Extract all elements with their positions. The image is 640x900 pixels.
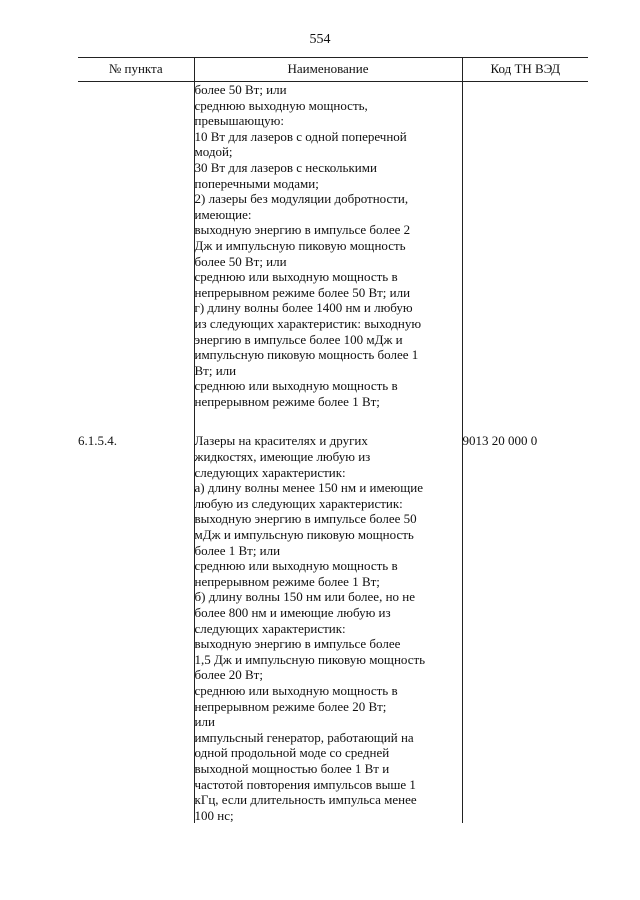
row-description [194, 433, 462, 823]
page-number: 554 [309, 32, 331, 47]
description-line: 1,5 Дж и импульсную пиковую мощность [194, 651, 426, 667]
description-line: Лазеры на красителях и других [194, 433, 368, 449]
description-line: выходную энергию в импульсе более [194, 636, 401, 652]
header-code: Код ТН ВЭД [462, 58, 588, 82]
description-line: непрерывном режиме более 1 Вт; [194, 393, 380, 409]
table-header-row [78, 58, 588, 82]
description-line: модой; [194, 144, 233, 160]
description-line: более 800 нм и имеющие любую из [194, 605, 391, 620]
row-item-number: 6.1.5.4. [78, 433, 117, 449]
description-line: из следующих характеристик: выходную [194, 315, 422, 331]
description-line: непрерывном режиме более 1 Вт; [194, 573, 380, 589]
description-line: или [194, 714, 215, 730]
description-line: энергию в импульсе более 100 мДж и [194, 331, 403, 347]
description-line: выходную энергию в импульсе более 50 [194, 511, 417, 527]
description-line: среднюю выходную мощность, [194, 97, 368, 113]
description-line: любую из следующих характеристик: [194, 495, 403, 511]
header-item-number: № пункта [78, 58, 194, 82]
description-line: более 1 Вт; или [194, 542, 281, 558]
description-line: 2) лазеры без модуляции добротности, [194, 191, 409, 207]
description-line: выходной мощностью более 1 Вт и [194, 760, 390, 776]
row-item-number [78, 82, 194, 410]
row-code: 9013 20 000 0 [462, 433, 538, 449]
description-line: а) длину волны менее 150 нм и имеющие [194, 480, 423, 496]
description-line: мДж и импульсную пиковую мощность [194, 527, 414, 543]
description-line: Вт; или [194, 362, 237, 378]
description-line: среднюю или выходную мощность в [194, 269, 398, 285]
description-line: г) длину волны более 1400 нм и любую [194, 300, 413, 316]
description-line: среднюю или выходную мощность в [194, 682, 398, 698]
description-line: 30 Вт для лазеров с несколькими [194, 159, 377, 175]
header-name: Наименование [194, 58, 462, 82]
description-line: выходную энергию в импульсе более 2 [194, 222, 411, 238]
description-line: импульсный генератор, работающий на [194, 729, 414, 745]
description-line: следующих характеристик: [194, 620, 346, 636]
description-line: 10 Вт для лазеров с одной поперечной [194, 128, 407, 144]
row-spacer [78, 409, 588, 433]
description-line: среднюю или выходную мощность в [194, 558, 398, 574]
description-line: жидкостях, имеющие любую из [194, 449, 371, 465]
description-line: непрерывном режиме более 20 Вт; [194, 698, 387, 714]
description-line: одной продольной моде со средней [194, 745, 390, 761]
row-code [462, 82, 588, 410]
description-line: частотой повторения импульсов выше 1 [194, 776, 416, 792]
description-line: б) длину волны 150 нм или более, но не [194, 589, 416, 605]
description-line: следующих характеристик: [194, 464, 346, 480]
description-line: Дж и импульсную пиковую мощность [194, 237, 406, 253]
description-line: более 20 Вт; [194, 667, 263, 683]
row-description [194, 82, 462, 410]
table-row [78, 433, 588, 823]
description-line: кГц, если длительность импульса менее [194, 792, 417, 808]
description-line: 100 нс; [194, 807, 234, 823]
description-line: более 50 Вт; или [194, 82, 287, 97]
description-line: поперечными модами; [194, 175, 319, 191]
description-line: превышающую: [194, 113, 284, 129]
description-line: среднюю или выходную мощность в [194, 378, 398, 394]
description-line: более 50 Вт; или [194, 253, 287, 269]
table-row [78, 82, 588, 410]
classification-table [78, 57, 588, 823]
description-line: имеющие: [194, 206, 252, 222]
description-line: импульсную пиковую мощность более 1 [194, 347, 419, 363]
description-line: непрерывном режиме более 50 Вт; или [194, 284, 411, 300]
